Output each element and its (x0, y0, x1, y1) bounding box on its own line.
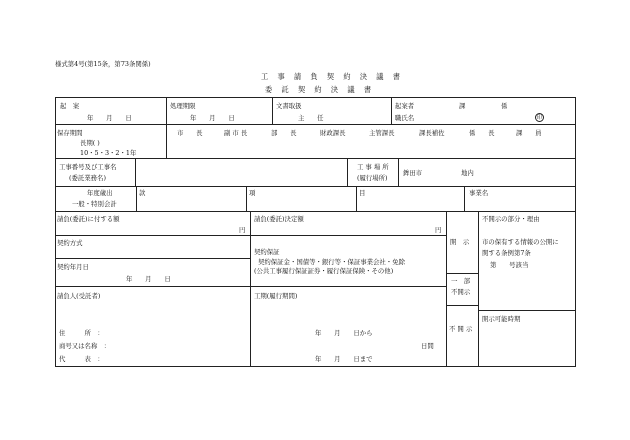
kaiji-label: 開 示 (450, 238, 470, 246)
chinai-label: 地内 (461, 169, 474, 177)
shogo-label: 商号又は名称 ： (59, 342, 111, 350)
yen-1: 円 (239, 226, 246, 234)
dai-gou-label: 第 号該当 (490, 261, 529, 269)
kouki-to: 年 月 日まで (315, 355, 373, 363)
approver-staff: 課 員 (516, 129, 542, 137)
jorei-line1: 市の保有する情報の公開に (482, 238, 559, 246)
nendo-label: 年度歳出 (87, 189, 113, 197)
kakari-label: 係 (501, 102, 508, 110)
kian-label: 起 案 (60, 102, 80, 110)
city-label: 鉾田市 (403, 169, 423, 177)
kaiji-kano-label: 開示可能時期 (482, 315, 521, 323)
r5-v3 (478, 211, 479, 367)
row-divider-3 (55, 186, 576, 187)
r3-v3 (398, 158, 399, 186)
hozon-label: 保存期間 (57, 129, 83, 137)
kiansha-label: 起案者 (395, 102, 415, 110)
kou-label: 項 (249, 189, 256, 197)
approver-assistant-chief: 課長補佐 (419, 129, 445, 137)
kan-label: 款 (139, 189, 146, 197)
shokushimei-label: 職氏名 (395, 114, 415, 122)
approver-director: 部 長 (271, 129, 297, 137)
koji-basho-label: 工 事 場 所 (357, 163, 389, 171)
daihyo-label: 代 表 ： (59, 355, 104, 363)
approver-mayor: 市 長 (177, 129, 203, 137)
ukeoi-gaku-label: 請負(委託)に付する額 (57, 215, 120, 223)
r3-v2 (347, 158, 348, 186)
r2-v1 (166, 124, 167, 158)
r5-v2 (446, 211, 447, 367)
kouki-label: 工期(履行期間) (254, 292, 298, 300)
jusho-label: 住 所 ： (59, 329, 104, 337)
row-divider-1 (55, 124, 576, 125)
form-table-frame (55, 97, 576, 367)
kouki-nissu: 日間 (421, 342, 434, 350)
row-divider-4 (55, 211, 576, 212)
hosho-label: 契約保証 (254, 248, 280, 256)
riko-basho-label: (履行場所) (357, 174, 388, 182)
kettei-gaku-label: 請負(委託)決定額 (254, 215, 304, 223)
row-divider-disclosure (478, 310, 576, 311)
choki-label: 長期( ) (80, 139, 100, 147)
itaku-gyomu-label: (委託業務名) (69, 174, 106, 182)
approver-deputy-mayor: 副 市 長 (224, 129, 248, 137)
kaiji-divider-2 (446, 305, 478, 306)
shori-kigen-label: 処理期限 (170, 102, 196, 110)
form-number: 様式第4号(第15条，第73条関係) (55, 60, 151, 68)
approver-finance-chief: 財政課長 (320, 129, 346, 137)
bunsho-label: 文書取扱 (276, 102, 302, 110)
ka-label: 課 (459, 102, 466, 110)
yen-2: 円 (435, 226, 442, 234)
r4-v2 (246, 186, 247, 211)
ichibu-label: 一 部 (451, 277, 471, 285)
hikaiji-bubun-label: 不開示の部分・理由 (482, 215, 540, 223)
koji-bango-label: 工事番号及び工事名 (59, 163, 117, 171)
title-construction: 工 事 請 負 契 約 決 議 書 (261, 72, 404, 81)
r3-v1 (135, 158, 136, 186)
keiyaku-date-label: 契約年月日 (57, 263, 89, 271)
fukaiji-label: 不開示 (451, 288, 471, 296)
hosho-sub: (公共工事履行保証証券・履行保証保険・その他) (254, 267, 394, 275)
r1-v3 (391, 97, 392, 124)
jorei-line2: 関する条例第7条 (482, 249, 531, 257)
ukeoinin-label: 請負人(受託者) (57, 292, 101, 300)
fukaiji-2-label: 不 開 示 (449, 325, 473, 333)
hosho-items: 契約保証金・国債等・銀行等・保証事業会社・免除 (258, 258, 405, 266)
keiyaku-date: 年 月 日 (126, 275, 171, 283)
r1-v2 (272, 97, 273, 124)
approver-section-chief: 主管課長 (369, 129, 395, 137)
approver-subsection-chief: 係 長 (469, 129, 495, 137)
kaiji-divider-1 (446, 273, 478, 274)
shori-kigen-date: 年 月 日 (190, 114, 235, 122)
r1-v1 (166, 97, 167, 124)
moku-label: 目 (359, 189, 366, 197)
r4-v4 (464, 186, 465, 211)
row-divider-6a (55, 258, 250, 259)
jigyo-label: 事業名 (469, 189, 489, 197)
r4-v1 (136, 186, 137, 211)
years-label: 10・5・3・2・1年 (80, 149, 137, 157)
kian-date: 年 月 日 (87, 114, 132, 122)
shunin-label: 主 任 (298, 114, 324, 122)
keiyaku-hoho-label: 契約方式 (57, 239, 83, 247)
title-commission: 委 託 契 約 決 議 書 (265, 85, 375, 94)
row-divider-2 (55, 158, 576, 159)
r4-v3 (356, 186, 357, 211)
seal-icon: 印 (536, 115, 543, 121)
kouki-from: 年 月 日から (315, 329, 373, 337)
ippan-label: 一般・特別会計 (72, 200, 117, 208)
r5-v1 (250, 211, 251, 367)
